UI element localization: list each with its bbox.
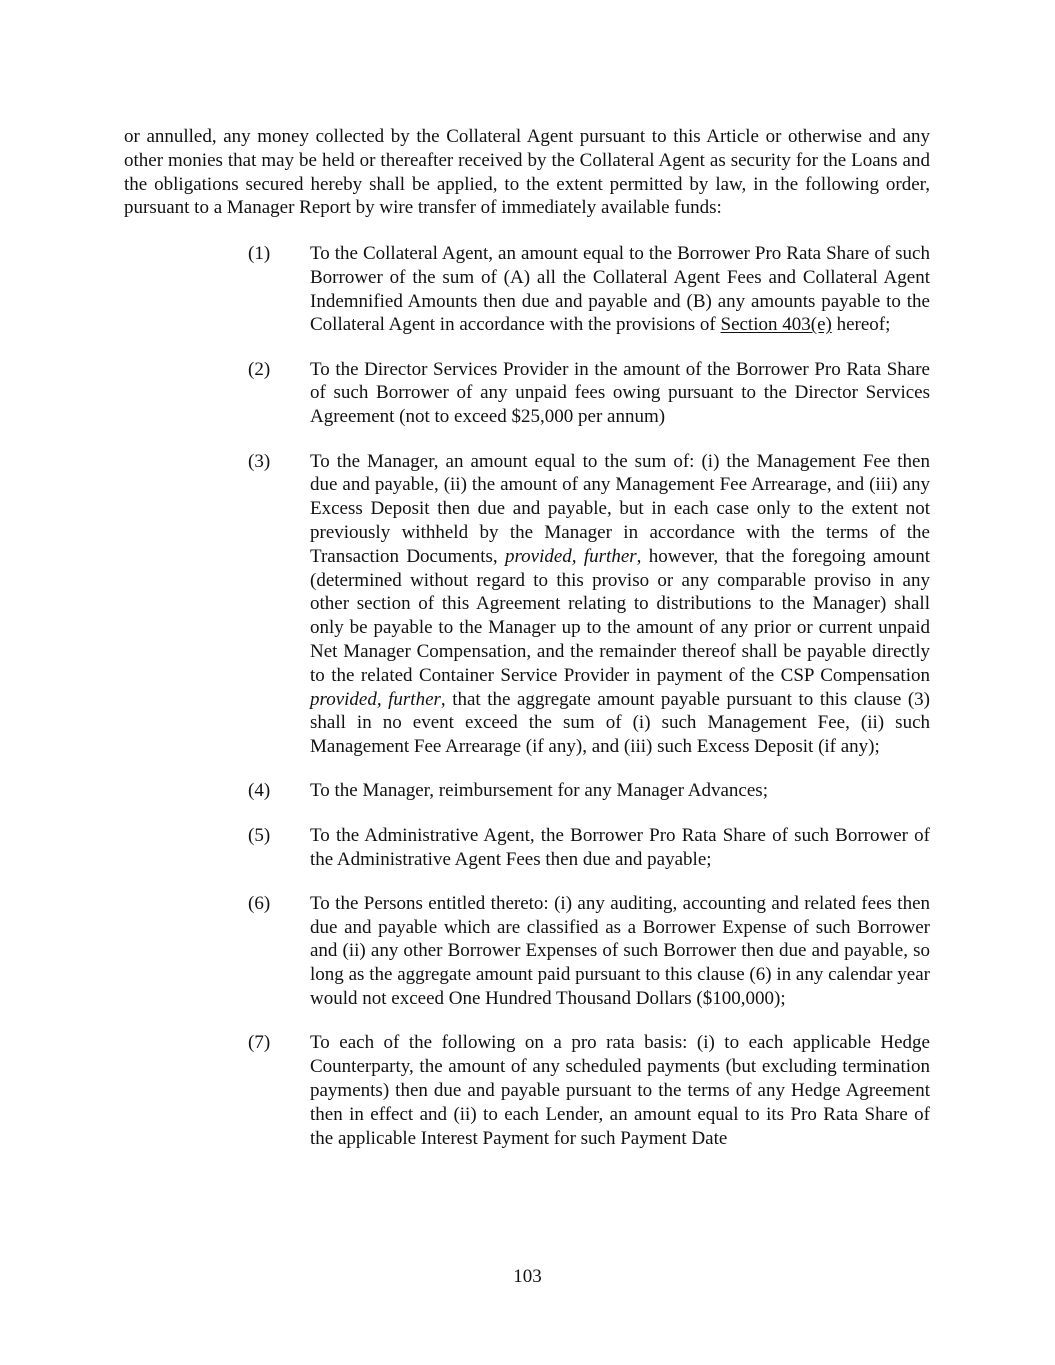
clause-text: To the Administrative Agent, the Borrower Pro Rata Share of such Borrower of the Administrative Agent Fees then due and payable; xyxy=(310,824,930,870)
clause-text: To the Persons entitled thereto: (i) any auditing, accounting and related fees then due and payable which are classified as a Borrower Expense of such Borrower and (ii) any other Borrower Expenses of such Borrower then due and payable, so long as the aggregate amount paid pursuant to this clause (6) in any calendar year would not exceed One Hundred Thousand Dollars ($100,000); xyxy=(310,892,930,1010)
clause-4 xyxy=(248,779,930,803)
clause-7 xyxy=(248,1031,930,1150)
clause-text-part: hereof; xyxy=(831,314,891,336)
clause-number: (2) xyxy=(248,358,271,380)
clause-text xyxy=(310,242,930,337)
clause-text xyxy=(310,450,930,759)
distribution-clauses xyxy=(248,242,930,1171)
clause-number: (3) xyxy=(248,450,271,472)
clause-number: (6) xyxy=(248,892,271,914)
page-number: 103 xyxy=(513,1266,542,1287)
clause-number: (4) xyxy=(248,780,271,802)
clause-6 xyxy=(248,892,930,1011)
section-reference-link: Section 403(e) xyxy=(720,314,832,336)
clause-1 xyxy=(248,242,930,337)
intro-paragraph: or annulled, any money collected by the Collateral Agent pursuant to this Article or otherwise and any other monies that may be held or thereafter received by the Collateral Agent as security for the Loans and the obligations secured hereby shall be applied, to the extent permitted by law, in the following order, pursuant to a Manager Report by wire transfer of immediately available funds: xyxy=(124,126,930,219)
clause-5 xyxy=(248,824,930,872)
clause-number: (5) xyxy=(248,824,271,846)
clause-number: (1) xyxy=(248,243,271,264)
clause-number: (7) xyxy=(248,1032,271,1054)
clause-text: To the Manager, reimbursement for any Manager Advances; xyxy=(310,780,768,802)
clause-text-part: To the Collateral Agent, an amount equal to the Borrower Pro Rata Share of such Borrower of the sum of (A) all the Collateral Agent Fees and Collateral Agent Indemnified Amounts then due and payable and (B) any amounts payable to the Collateral Agent in accordance with the provisions of xyxy=(310,243,930,336)
clause-2 xyxy=(248,358,930,429)
clause-text: To the Director Services Provider in the amount of the Borrower Pro Rata Share of such Borrower of any unpaid fees owing pursuant to the Director Services Agreement (not to exceed $25,000 per annum) xyxy=(310,358,930,428)
clause-3 xyxy=(248,450,930,759)
clause-text-part: , that the aggregate amount payable pursuant to this clause (3) shall in no event exceed the sum of (i) such Management Fee, (ii) such Management Fee Arrearage (if any), and (iii) such Excess Deposit (if any); xyxy=(310,688,930,758)
emphasis-proviso: provided, further xyxy=(310,688,441,710)
clause-text: To each of the following on a pro rata basis: (i) to each applicable Hedge Counterparty, the amount of any scheduled payments (but excluding termination payments) then due and payable pursuant to the terms of any Hedge Agreement then in effect and (ii) to each Lender, an amount equal to its Pro Rata Share of the applicable Interest Payment for such Payment Date xyxy=(310,1032,930,1149)
clause-text-part: , however, that the foregoing amount (determined without regard to this proviso or any comparable proviso in any other section of this Agreement relating to distributions to the Manager) shall only be payable to the Manager up to the amount of any prior or current unpaid Net Manager Compensation, and the remainder thereof shall be payable directly to the related Container Service Provider in payment of the CSP Compensation xyxy=(310,545,930,686)
emphasis-proviso: provided, further xyxy=(504,545,637,567)
clause-text-part: To the Manager, an amount equal to the sum of: (i) the Management Fee then due and payable, (ii) the amount of any Management Fee Arrearage, and (iii) any Excess Deposit then due and payable, but in each case only to the extent not previously withheld by the Manager in accordance with the terms of the Transaction Documents, xyxy=(310,450,930,567)
